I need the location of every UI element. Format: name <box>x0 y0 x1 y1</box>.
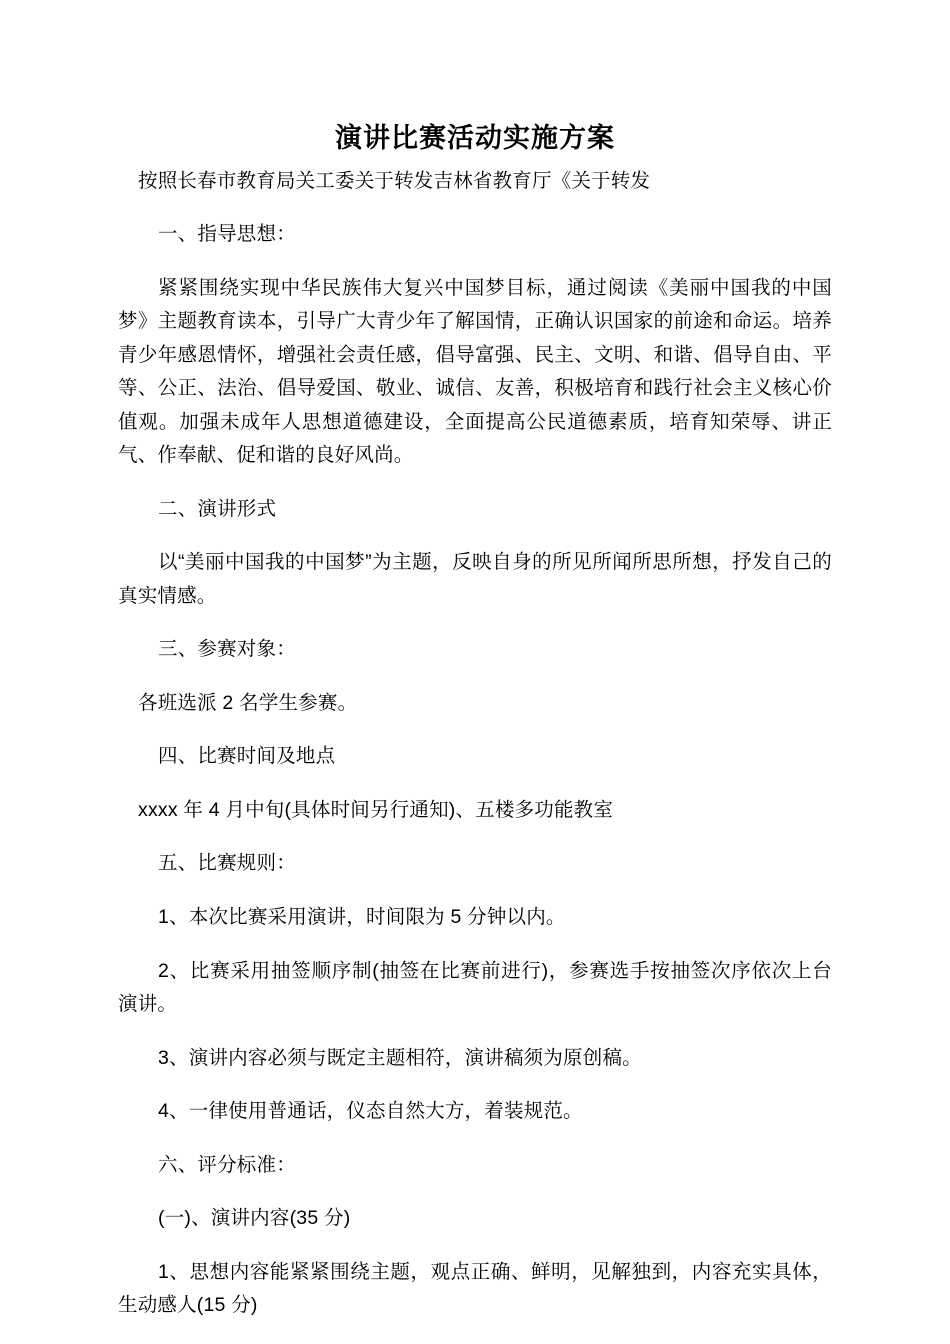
body-section-4: xxxx 年 4 月中旬(具体时间另行通知)、五楼多功能教室 <box>138 798 614 821</box>
rule-item-4: 4、一律使用普通话，仪态自然大方，着装规范。 <box>158 1100 583 1123</box>
heading-section-1: 一、指导思想： <box>158 223 296 246</box>
body-section-3: 各班选派 2 名学生参赛。 <box>138 691 358 714</box>
body-section-2: 以“美丽中国我的中国梦”为主题，反映自身的所见所闻所思所想，抒发自己的真实情感。 <box>118 551 832 607</box>
rule-item-3: 3、演讲内容必须与既定主题相符，演讲稿须为原创稿。 <box>158 1046 642 1069</box>
heading-section-2: 二、演讲形式 <box>158 497 277 520</box>
body-section-1: 紧紧围绕实现中华民族伟大复兴中国梦目标，通过阅读《美丽中国我的中国梦》主题教育读本，引导广大青少年了解国情，正确认识国家的前途和命运。培养青少年感恩情怀，增强社会责任感，倡导富强、民主、文明、和谐、倡导自由、平等、公正、法治、倡导爱国、敬业、诚信、友善，积极培育和践行社会主义核心价值观。加强未成年人思想道德建设，全面提高公民道德素质，培育知荣辱、讲正气、作奉献、促和谐的良好风尚。 <box>118 276 832 467</box>
rule-item-2: 2、比赛采用抽签顺序制(抽签在比赛前进行)，参赛选手按抽签次序依次上台演讲。 <box>118 959 832 1016</box>
rule-item-1: 1、本次比赛采用演讲，时间限为 5 分钟以内。 <box>158 906 566 928</box>
heading-section-5: 五、比赛规则： <box>158 852 296 875</box>
subheading-section-6-1: (一)、演讲内容(35 分) <box>158 1207 351 1230</box>
page-title: 演讲比赛活动实施方案 <box>335 123 615 153</box>
heading-section-3: 三、参赛对象： <box>158 638 296 661</box>
heading-section-6: 六、评分标准： <box>158 1153 296 1176</box>
paragraph-intro: 按照长春市教育局关工委关于转发吉林省教育厅《关于转发 <box>138 169 651 192</box>
heading-section-4: 四、比赛时间及地点 <box>158 745 336 768</box>
score-item-1: 1、思想内容能紧紧围绕主题，观点正确、鲜明，见解独到，内容充实具体，生动感人(15 分) <box>118 1260 832 1317</box>
